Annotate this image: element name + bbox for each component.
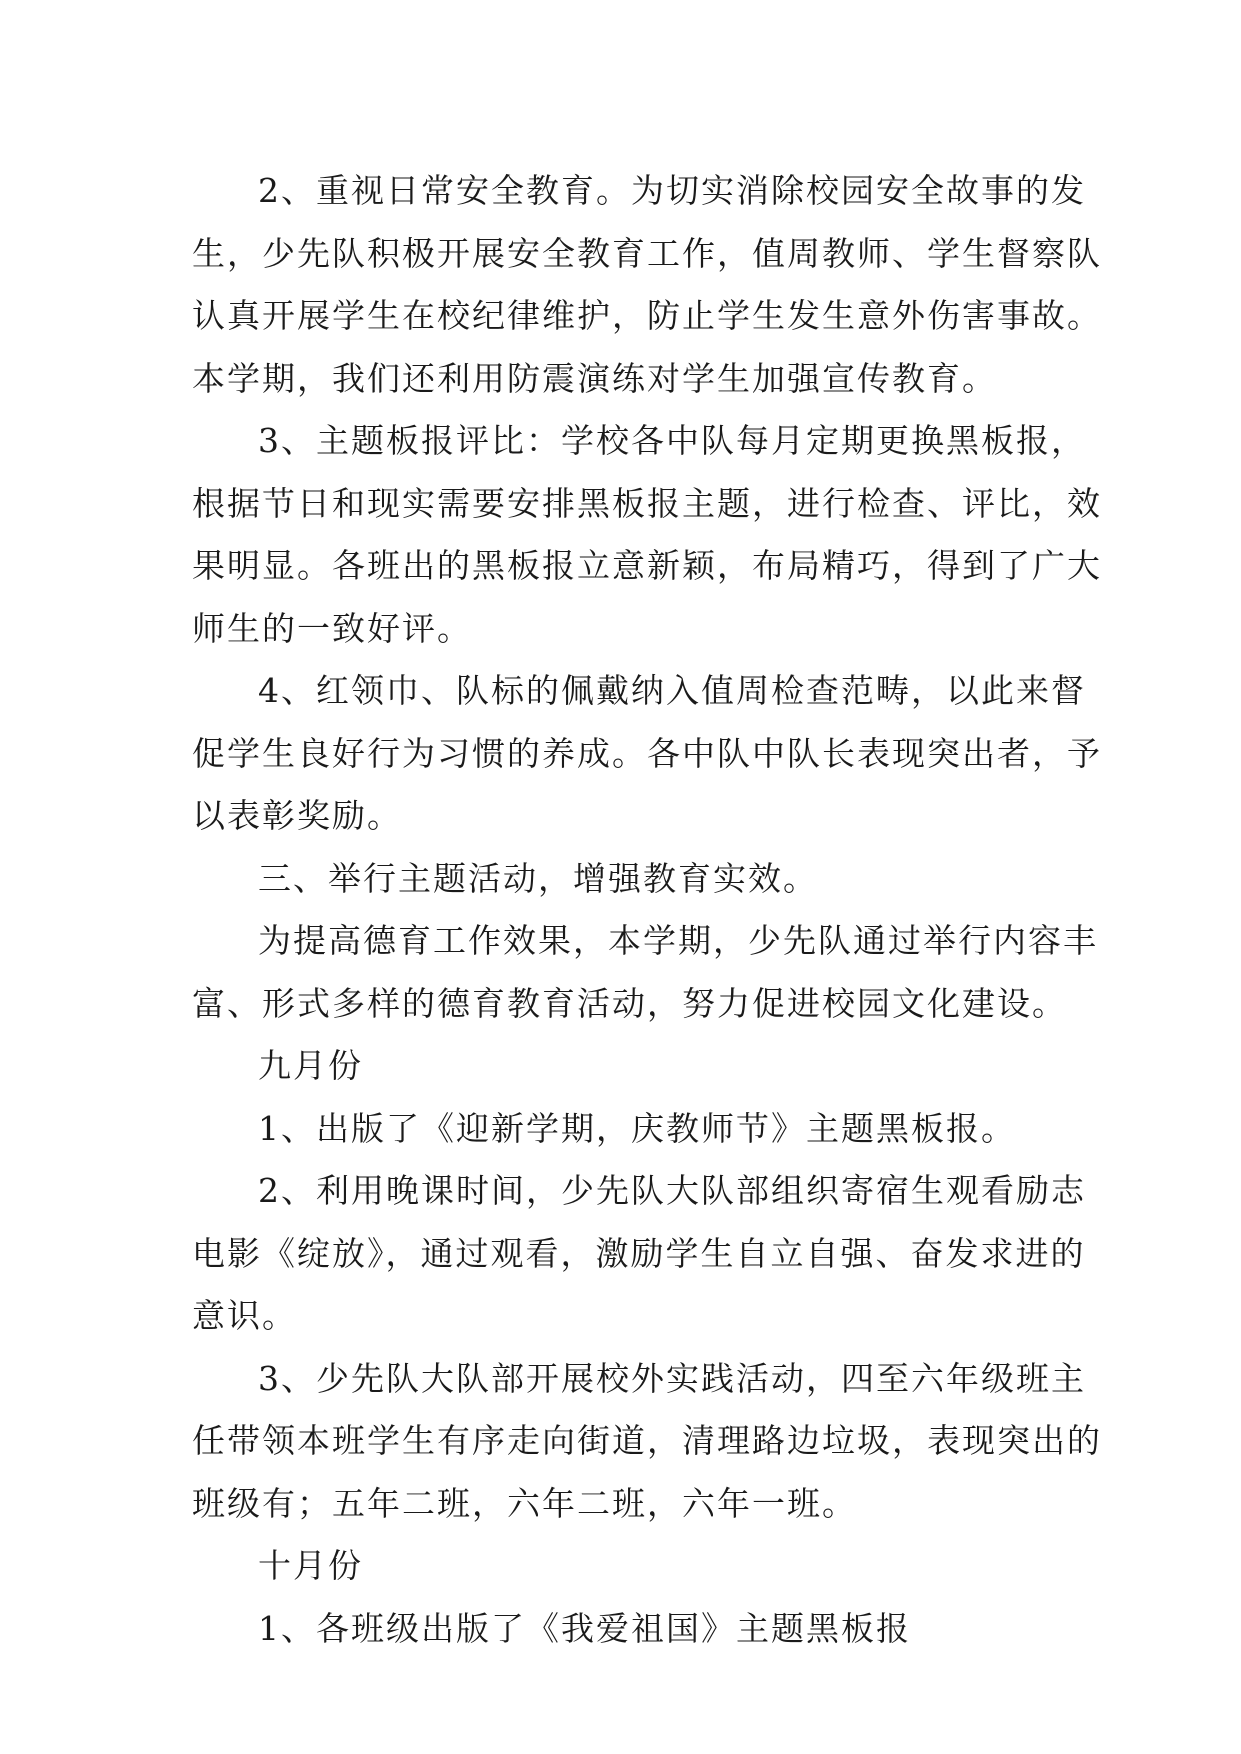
text-line: 三、举行主题活动，增强教育实效。 xyxy=(258,858,818,898)
text-line: 3、主题板报评比：学校各中队每月定期更换黑板报， xyxy=(258,421,1086,460)
text-line: 果明显。各班出的黑板报立意新颖，布局精巧，得到了广大 xyxy=(192,546,1102,585)
text-line: 本学期，我们还利用防震演练对学生加强宣传教育。 xyxy=(192,358,997,398)
text-line: 根据节日和现实需要安排黑板报主题，进行检查、评比，效 xyxy=(192,483,1102,523)
text-line: 富、形式多样的德育教育活动，努力促进校园文化建设。 xyxy=(192,983,1067,1023)
text-line: 九月份 xyxy=(258,1046,363,1085)
text-line: 3、少先队大队部开展校外实践活动，四至六年级班主 xyxy=(258,1358,1086,1398)
paragraph xyxy=(192,1598,1076,1661)
text-line: 1、出版了《迎新学期，庆教师节》主题黑板报。 xyxy=(258,1108,1016,1148)
text-line: 班级有；五年二班，六年二班，六年一班。 xyxy=(192,1483,857,1523)
paragraph xyxy=(192,160,1102,410)
paragraph xyxy=(192,848,1076,911)
text-line: 生，少先队积极开展安全教育工作，值周教师、学生督察队 xyxy=(192,233,1102,273)
paragraph xyxy=(192,910,1098,1035)
text-line: 2、利用晚课时间，少先队大队部组织寄宿生观看励志 xyxy=(258,1171,1086,1210)
paragraph xyxy=(192,1098,1076,1161)
paragraph xyxy=(192,1035,1076,1098)
text-line: 认真开展学生在校纪律维护，防止学生发生意外伤害事故。 xyxy=(192,296,1102,335)
text-line: 十月份 xyxy=(258,1546,363,1585)
paragraph xyxy=(192,410,1102,660)
paragraph xyxy=(192,1535,1076,1598)
paragraph xyxy=(192,1160,1086,1348)
text-line: 师生的一致好评。 xyxy=(192,608,472,648)
paragraph xyxy=(192,1348,1102,1536)
text-line: 以表彰奖励。 xyxy=(192,796,402,835)
text-line: 意识。 xyxy=(192,1296,297,1335)
text-line: 2、重视日常安全教育。为切实消除校园安全故事的发 xyxy=(258,171,1086,210)
text-line: 1、各班级出版了《我爱祖国》主题黑板报 xyxy=(258,1608,911,1648)
text-line: 促学生良好行为习惯的养成。各中队中队长表现突出者，予 xyxy=(192,733,1102,773)
paragraph xyxy=(192,660,1102,848)
text-line: 任带领本班学生有序走向街道，清理路边垃圾，表现突出的 xyxy=(192,1421,1102,1460)
text-line: 电影《绽放》，通过观看，激励学生自立自强、奋发求进的 xyxy=(192,1233,1086,1273)
document-body xyxy=(192,160,1102,1660)
text-line: 4、红领巾、队标的佩戴纳入值周检查范畴，以此来督 xyxy=(258,671,1086,710)
text-line: 为提高德育工作效果，本学期，少先队通过举行内容丰 xyxy=(258,921,1098,960)
